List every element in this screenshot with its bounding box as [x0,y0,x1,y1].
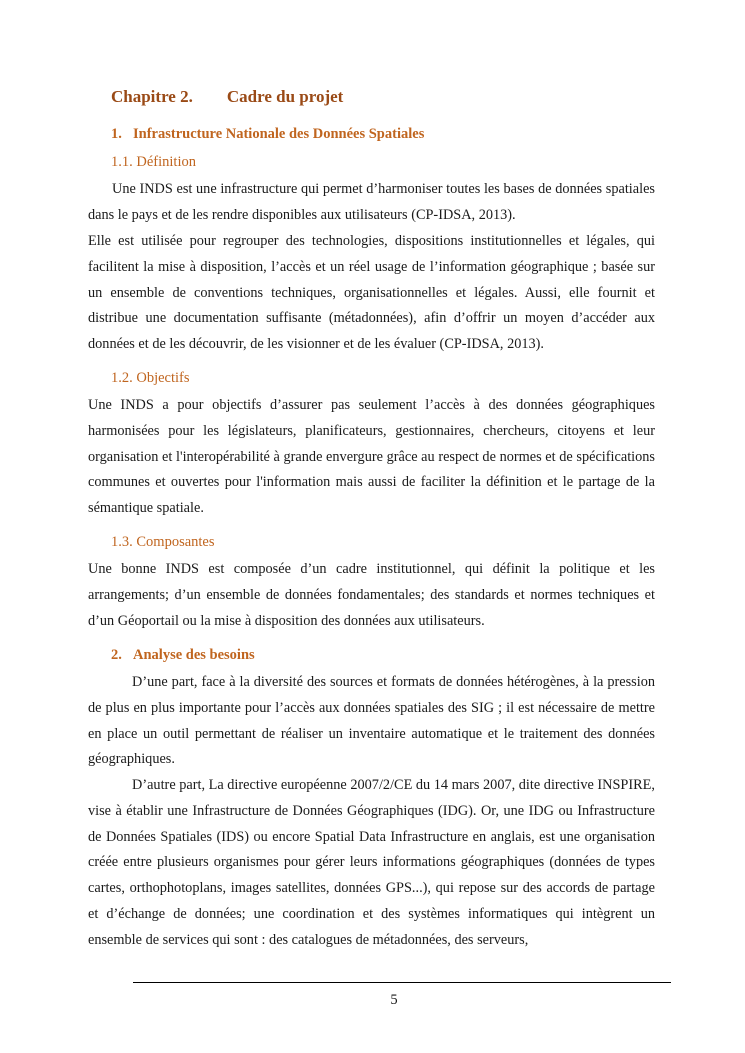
section-1-heading [111,126,424,143]
objectifs-paragraph: Une INDS a pour objectifs d’assurer pas seulement l’accès à des données géographiques harmonisées pour les législateurs, planificateurs, gestionnaires, chercheurs, citoyens et leur organisation et l'interopérabilité à grande envergure grâce au respect de normes et de spécifications communes et ouvertes pour l'information mais aussi de faciliter la définition et le partage de la sémantique spatiale. [88,397,655,517]
section-2-title: Analyse des besoins [133,647,255,663]
chapter-heading [111,87,343,107]
composantes-paragraph: Une bonne INDS est composée d’un cadre institutionnel, qui définit la politique et les arrangements; d’un ensemble de données fondamentales; des standards et normes techniques et d’un Géoportail ou la mise à disposition des données aux utilisateurs. [88,561,655,629]
subsection-definition-heading: 1.1. Définition [111,154,196,170]
footer-divider [133,982,671,983]
page-number: 5 [390,992,398,1008]
chapter-number: Chapitre 2. [111,87,193,106]
besoins-paragraph-2: D’autre part, La directive européenne 2007/2/CE du 14 mars 2007, dite directive INSPIRE, vise à établir une Infrastructure de Données Géographiques (IDG). Or, une IDG ou Infrastructure de Données Spatiales (IDS) ou encore Spatial Data Infrastructure en anglais, est une organisation créée entre plusieurs organismes pour gérer leurs informations géographiques (données de types cartes, orthophotoplans, images satellites, données GPS...), qui repose sur des accords de partage et d’échange de données; une coordination et des systèmes informatiques qui intègrent un ensemble de services qui sont : des catalogues de métadonnées, des serveurs, [88,777,655,948]
subsection-composantes-heading: 1.3. Composantes [111,534,215,550]
subsection-objectifs-heading: 1.2. Objectifs [111,370,190,386]
section-1-title: Infrastructure Nationale des Données Spatiales [133,126,425,142]
definition-paragraph-1: Une INDS est une infrastructure qui permet d’harmoniser toutes les bases de données spatiales dans le pays et de les rendre disponibles aux utilisateurs (CP-IDSA, 2013). [88,181,655,223]
definition-paragraph-2: Elle est utilisée pour regrouper des technologies, dispositions institutionnelles et légales, qui facilitent la mise à disposition, l’accès et un réel usage de l’information géographique ; basée sur un ensemble de conventions techniques, organisationnelles et légales. Aussi, elle fournit et distribue une documentation suffisante (métadonnées), afin d’offrir un moyen d’accéder aux données et de les découvrir, de les visionner et de les évaluer (CP-IDSA, 2013). [88,233,655,353]
chapter-title: Cadre du projet [226,87,344,106]
section-1-number: 1. [111,126,122,142]
section-2-number: 2. [111,647,122,663]
section-2-heading [111,647,255,664]
besoins-paragraph-1: D’une part, face à la diversité des sources et formats de données hétérogènes, à la pression de plus en plus importante pour l’accès aux données spatiales des SIG ; il est nécessaire de mettre en place un outil permettant de réaliser un inventaire automatique et le traitement des données géographiques. [88,674,655,768]
